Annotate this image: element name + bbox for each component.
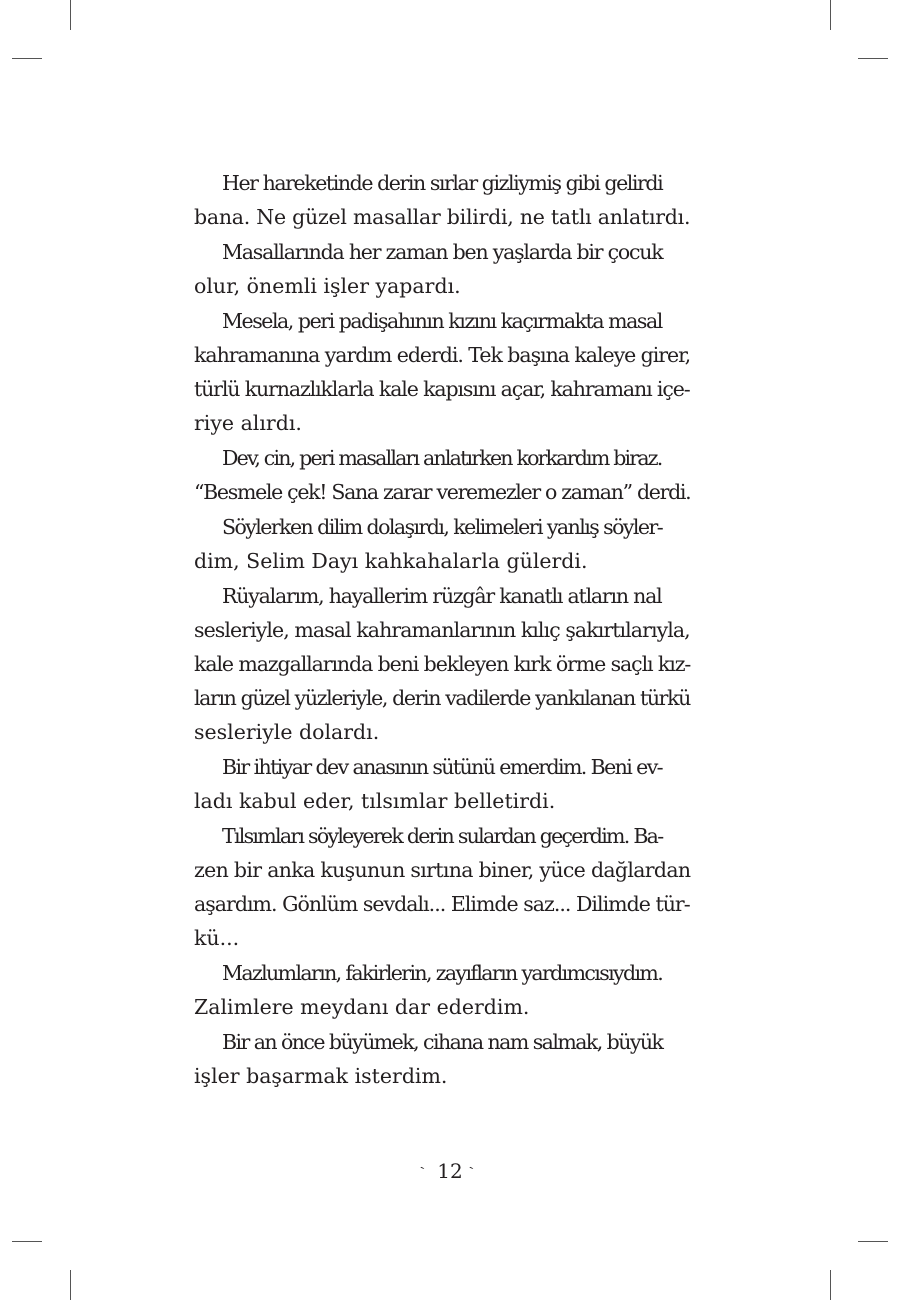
- text-line: Rüyalarım, hayallerim rüzgâr kanatlı atların nal: [222, 584, 662, 608]
- paragraph: [194, 1025, 690, 1093]
- paragraph: [194, 441, 690, 509]
- page-number-label: 12: [437, 1159, 463, 1183]
- crop-mark-bottom-left-horizontal: [12, 1241, 42, 1242]
- text-line: dim, Selim Dayı kahkahalarla gülerdi.: [194, 549, 588, 573]
- text-line: sesleriyle dolardı.: [194, 720, 380, 744]
- text-line: aşardım. Gönlüm sevdalı... Elimde saz... Dilimde tür-: [194, 892, 690, 916]
- paragraph: [194, 579, 690, 749]
- ornament-left-icon: ˋ: [419, 1163, 433, 1182]
- paragraph: [194, 510, 690, 578]
- page-number: [0, 1156, 900, 1188]
- paragraph: [194, 819, 690, 955]
- crop-mark-bottom-right-horizontal: [858, 1241, 888, 1242]
- text-line: Masallarında her zaman ben yaşlarda bir çocuk: [222, 240, 663, 264]
- text-line: kale mazgallarında beni bekleyen kırk örme saçlı kız-: [194, 652, 691, 676]
- paragraph: [194, 750, 690, 818]
- text-line: Söylerken dilim dolaşırdı, kelimeleri yanlış söyler-: [222, 515, 663, 539]
- text-line: sesleriyle, masal kahramanlarının kılıç şakırtılarıyla,: [194, 618, 690, 642]
- body-text: [194, 166, 690, 1094]
- text-line: işler başarmak isterdim.: [194, 1064, 448, 1088]
- crop-mark-top-left-vertical: [70, 0, 71, 30]
- text-line: bana. Ne güzel masallar bilirdi, ne tatlı anlatırdı.: [194, 205, 691, 229]
- paragraph: [194, 166, 690, 234]
- text-line: Bir ihtiyar dev anasının sütünü emerdim. Beni ev-: [222, 755, 663, 779]
- text-line: kahramanına yardım ederdi. Tek başına kaleye girer,: [194, 343, 691, 367]
- text-line: ların güzel yüzleriyle, derin vadilerde yankılanan türkü: [194, 686, 690, 710]
- text-line: Mazlumların, fakirlerin, zayıfların yardımcısıydım.: [222, 961, 663, 985]
- crop-mark-bottom-right-vertical: [830, 1270, 831, 1300]
- crop-mark-top-right-horizontal: [858, 58, 888, 59]
- text-line: zen bir anka kuşunun sırtına biner, yüce dağlardan: [194, 858, 691, 882]
- ornament-right-icon: ˋ: [467, 1163, 481, 1182]
- text-line: “Besmele çek! Sana zarar veremezler o zaman” derdi.: [194, 480, 691, 504]
- text-line: türlü kurnazlıklarla kale kapısını açar, kahramanı içe-: [194, 377, 690, 401]
- crop-mark-bottom-left-vertical: [70, 1270, 71, 1300]
- text-line: Tılsımları söyleyerek derin sulardan geçerdim. Ba-: [222, 824, 663, 848]
- crop-mark-top-right-vertical: [830, 0, 831, 30]
- paragraph: [194, 956, 690, 1024]
- text-line: Mesela, peri padişahının kızını kaçırmakta masal: [222, 309, 662, 333]
- text-line: ladı kabul eder, tılsımlar belletirdi.: [194, 789, 556, 813]
- text-line: kü...: [194, 926, 240, 950]
- paragraph: [194, 235, 690, 303]
- text-line: Her hareketinde derin sırlar gizliymiş gibi gelirdi: [222, 171, 663, 195]
- text-line: olur, önemli işler yapardı.: [194, 274, 461, 298]
- crop-mark-top-left-horizontal: [12, 58, 42, 59]
- text-line: riye alırdı.: [194, 411, 302, 435]
- text-line: Zalimlere meydanı dar ederdim.: [194, 995, 530, 1019]
- paragraph: [194, 304, 690, 440]
- text-line: Dev, cin, peri masalları anlatırken korkardım biraz.: [222, 446, 662, 470]
- text-line: Bir an önce büyümek, cihana nam salmak, büyük: [222, 1030, 663, 1054]
